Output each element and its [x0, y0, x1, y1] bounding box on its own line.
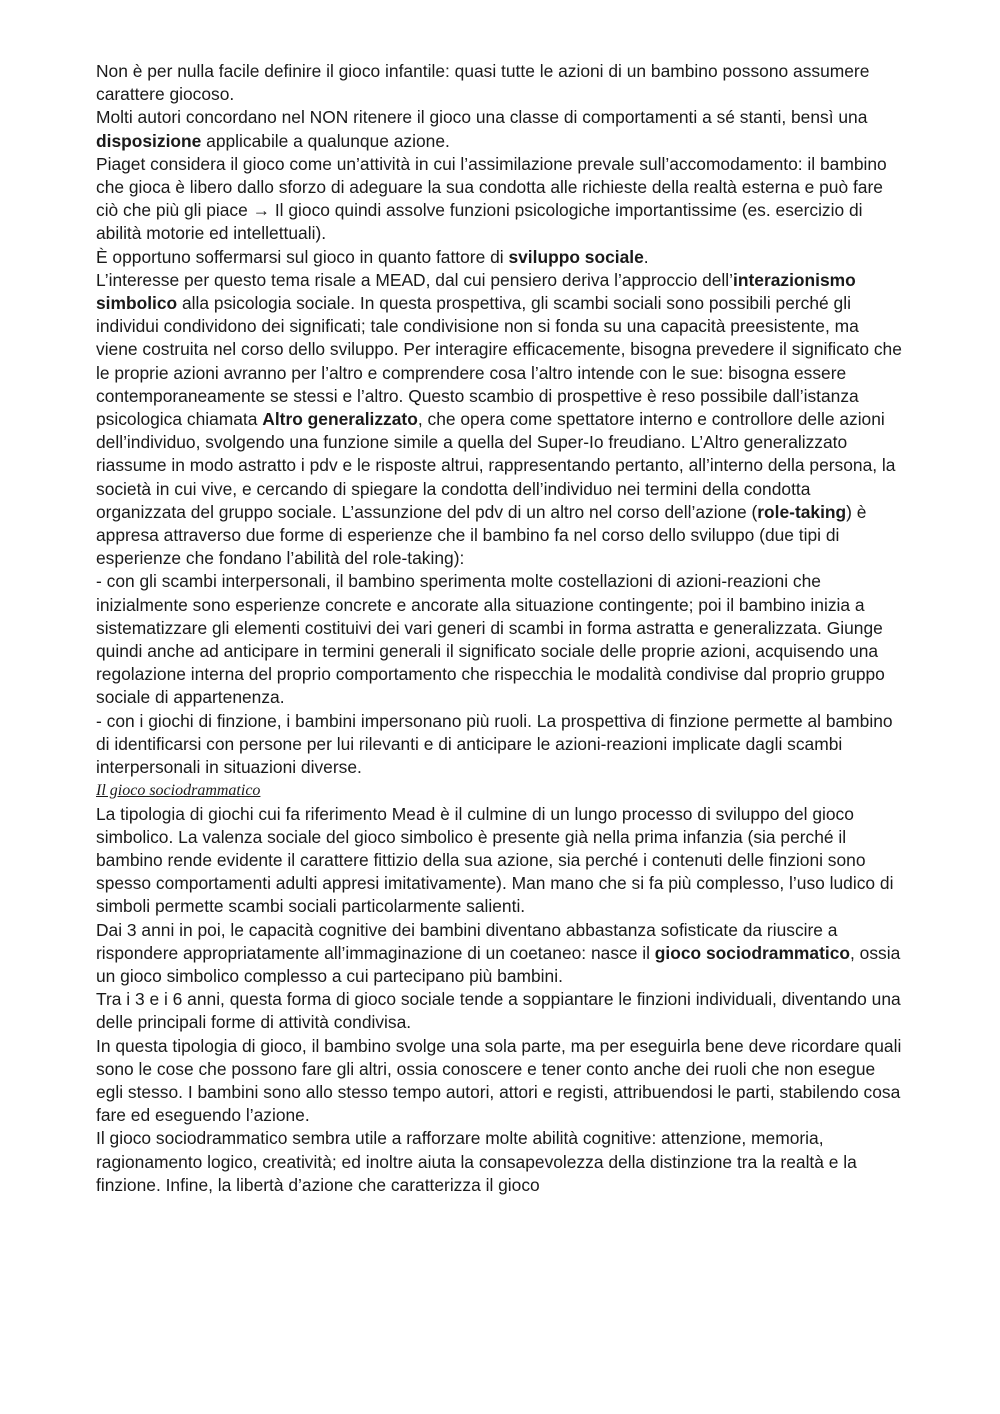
bold-term: disposizione — [96, 130, 202, 151]
paragraph: La tipologia di giochi cui fa riferimento Mead è il culmine di un lungo processo di sviluppo del gioco simbolico. La valenza sociale del gioco simbolico è presente già nella prima infanzia (sia perché il bambino rende evidente il carattere fittizio della sua azione, sia perché i contenuti delle finzioni sono spesso comportamenti adulti appresi imitativamente). Man mano che si fa più complesso, l’uso ludico di simboli permette scambi sociali particolarmente salienti. — [96, 803, 894, 917]
text-run: applicabile a qualunque azione. — [201, 130, 450, 151]
bold-term: Altro generalizzato — [262, 409, 418, 430]
text-run: È opportuno soffermarsi sul gioco in quanto fattore di — [96, 246, 509, 267]
paragraph — [96, 246, 904, 269]
text-run: L’interesse per questo tema risale a MEAD, dal cui pensiero deriva l’approccio dell’ — [96, 269, 734, 290]
text-run: Dai 3 anni in poi, le capacità cognitive dei bambini diventano abbastanza sofisticate da riuscire a rispondere appropriatamente all’immaginazione di un coetaneo: nasce il — [96, 919, 838, 963]
paragraph: In questa tipologia di gioco, il bambino svolge una sola parte, ma per eseguirla bene deve ricordare quali sono le cose che possono fare gli altri, ossia conoscere e tener conto anche dei ruoli che non esegue egli stesso. I bambini sono allo stesso tempo autori, attori e registi, attribuendosi le parti, stabilendo cosa fare ed eseguendo l’azione. — [96, 1035, 902, 1126]
paragraph: Non è per nulla facile definire il gioco infantile: quasi tutte le azioni di un bambino possono assumere carattere giocoso. — [96, 61, 870, 105]
text-run: alla psicologia sociale. In questa prospettiva, gli scambi sociali sono possibili perché gli individui condividono dei significati; tale condivisione non si fonda su una capacità preesistente, ma viene costruita nel corso dello sviluppo. Per interagire efficacemente, bisogna prevedere il significato che le proprie azioni avranno per l’altro e comprendere cosa l’altro intende con le sue: bisogna essere contemporaneamente se stessi e l’altro. Questo scambio di prospettive è reso possibile dall’istanza psicologica chiamata — [96, 293, 902, 430]
bold-term: role-taking — [757, 501, 847, 522]
bold-term: sviluppo sociale — [508, 246, 644, 267]
text-run: . — [643, 246, 649, 267]
text-run: Molti autori concordano nel NON ritenere il gioco una classe di comportamenti a sé stanti, bensì una — [96, 107, 868, 128]
paragraph: Il gioco sociodrammatico sembra utile a rafforzare molte abilità cognitive: attenzione, memoria, ragionamento logico, creatività; ed inoltre aiuta la consapevolezza della distinzione tra la realtà e la finzione. Infine, la libertà d’azione che caratterizza il gioco — [96, 1128, 857, 1195]
text-run: ) è appresa attraverso due forme di esperienze che il bambino fa nel corso dello sviluppo (due tipi di esperienze che fondano l’abilità del role-taking): — [96, 501, 867, 569]
paragraph: - con i giochi di finzione, i bambini impersonano più ruoli. La prospettiva di finzione permette al bambino di identificarsi con persone per lui rilevanti e di anticipare le azioni-reazioni implicate dagli scambi interpersonali in situazioni diverse. — [96, 710, 893, 778]
bold-term: interazionismo simbolico — [96, 269, 856, 314]
text-run: , che opera come spettatore interno e controllore delle azioni dell’individuo, svolgendo una funzione simile a quella del Super-Io freudiano. L’Altro generalizzato riassume in modo astratto i pdv e le risposte altrui, rappresentando pertanto, all’interno della persona, la società in cui vive, e cercando di spiegare la condotta dell’individuo nei termini della condotta organizzata del gruppo sociale. L’assunzione del pdv di un altro nel corso dell’azione ( — [96, 409, 896, 522]
paragraph: Tra i 3 e i 6 anni, questa forma di gioco sociale tende a soppiantare le finzioni individuali, diventando una delle principali forme di attività condivisa. — [96, 989, 901, 1033]
paragraph — [96, 106, 904, 152]
paragraph — [96, 919, 904, 989]
bold-term: gioco sociodrammatico — [654, 942, 850, 963]
section-heading: Il gioco sociodrammatico — [96, 782, 261, 800]
text-run: , ossia un gioco simbolico complesso a cui partecipano più bambini. — [96, 942, 901, 986]
paragraph: - con gli scambi interpersonali, il bambino sperimenta molte costellazioni di azioni-reazioni che inizialmente sono esperienze concrete e ancorate alla situazione contingente; poi il bambino inizia a sistematizzare gli elementi costituivi dei vari generi di scambi in forma astratta e generalizzata. Giunge quindi anche ad anticipare in termini generali il significato sociale delle proprie azioni, acquisendo una regolazione interna del proprio comportamento che rispecchia le modalità condivise dal proprio gruppo sociale di appartenenza. — [96, 571, 885, 708]
paragraph — [96, 269, 904, 571]
document-body — [96, 60, 904, 1197]
paragraph: Piaget considera il gioco come un’attività in cui l’assimilazione prevale sull’accomodamento: il bambino che gioca è libero dallo sforzo di adeguare la sua condotta alle richieste della realtà esterna e può fare ciò che più gli piace → Il gioco quindi assolve funzioni psicologiche importantissime (es. esercizio di abilità motorie ed intellettuali). — [96, 153, 887, 244]
